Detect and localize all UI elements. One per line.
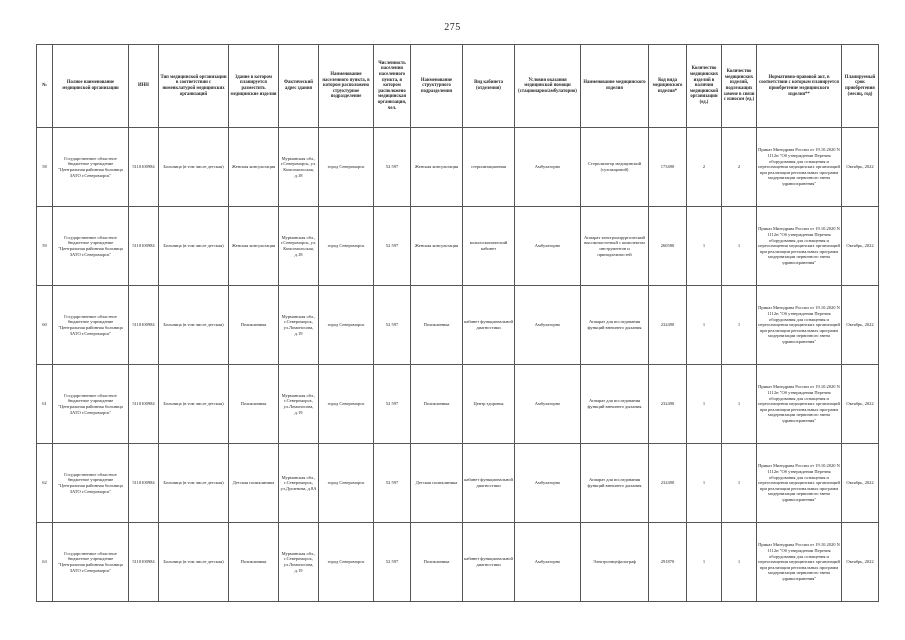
- column-header: Наименование структурного подразделения: [411, 45, 463, 128]
- equipment-register-table: [36, 44, 879, 602]
- cabinet-cell: кабинет функциональной диагностики: [463, 286, 515, 365]
- division-cell: Женская консультация: [411, 128, 463, 207]
- table-row: [37, 365, 879, 444]
- care-conditions-cell: Амбулаторно: [515, 286, 581, 365]
- quantity-available-cell: 1: [687, 207, 722, 286]
- column-header: Нормативно-правовой акт, в соответствии с которым планируется приобретение медицинского изделия**: [757, 45, 842, 128]
- organization-name-cell: Государственное областное бюджетное учреждение "Центральная районная больница ЗАТО г.Североморск": [53, 207, 129, 286]
- column-header: Полное наименование медицинской организации: [53, 45, 129, 128]
- population-cell: 52 597: [374, 207, 411, 286]
- division-cell: Поликлиника: [411, 286, 463, 365]
- division-cell: Женская консультация: [411, 207, 463, 286]
- column-header: Условия оказания медицинской помощи (стационарно/амбулаторно): [515, 45, 581, 128]
- organization-type-cell: Больница (в том числе детская): [159, 444, 229, 523]
- device-code-cell: 173490: [649, 128, 687, 207]
- device-name-cell: Аппарат для исследования функций внешнего дыхания: [581, 444, 649, 523]
- device-name-cell: Аппарат для исследования функций внешнего дыхания: [581, 365, 649, 444]
- locality-cell: город Североморск: [319, 523, 374, 602]
- building-cell: Поликлиника: [229, 365, 279, 444]
- row-number-cell: 61: [37, 365, 53, 444]
- quantity-available-cell: 2: [687, 128, 722, 207]
- address-cell: Мурманская обл., г.Североморск, ул.Ломоносова, д.19: [279, 286, 319, 365]
- row-number-cell: 62: [37, 444, 53, 523]
- purchase-term-cell: Октябрь, 2022: [842, 286, 879, 365]
- organization-type-cell: Больница (в том числе детская): [159, 286, 229, 365]
- organization-type-cell: Больница (в том числе детская): [159, 207, 229, 286]
- quantity-replace-cell: 1: [722, 207, 757, 286]
- division-cell: Поликлиника: [411, 365, 463, 444]
- quantity-replace-cell: 1: [722, 523, 757, 602]
- row-number-cell: 58: [37, 128, 53, 207]
- locality-cell: город Североморск: [319, 128, 374, 207]
- page-number: 275: [444, 22, 461, 33]
- inn-cell: 5110100984: [129, 286, 159, 365]
- building-cell: Детская поликлиника: [229, 444, 279, 523]
- care-conditions-cell: Амбулаторно: [515, 207, 581, 286]
- device-name-cell: Аппарат для исследования функций внешнего дыхания: [581, 286, 649, 365]
- purchase-term-cell: Октябрь, 2022: [842, 128, 879, 207]
- legal-act-cell: Приказ Минздрава России от 19.10.2020 N 1112н "Об утверждении Перечня оборудования для оснащения и переоснащения медицинских организаций при реализации региональных программ модернизации первичного звена здравоохранения": [757, 523, 842, 602]
- column-header: Наименование медицинского изделия: [581, 45, 649, 128]
- address-cell: Мурманская обл., г.Североморск, ул.Душенова, д.8А: [279, 444, 319, 523]
- address-cell: Мурманская обл., г.Североморск, ул.Ломоносова, д.19: [279, 523, 319, 602]
- care-conditions-cell: Амбулаторно: [515, 444, 581, 523]
- division-cell: Детская поликлиника: [411, 444, 463, 523]
- purchase-term-cell: Октябрь, 2022: [842, 523, 879, 602]
- table-row: [37, 128, 879, 207]
- locality-cell: город Североморск: [319, 207, 374, 286]
- column-header: Планируемый срок приобретения (месяц, год): [842, 45, 879, 128]
- organization-name-cell: Государственное областное бюджетное учреждение "Центральная районная больница ЗАТО г.Североморск": [53, 523, 129, 602]
- address-cell: Мурманская обл., г.Североморск, ул. Комсомольская, д.18: [279, 128, 319, 207]
- quantity-replace-cell: 1: [722, 365, 757, 444]
- quantity-replace-cell: 1: [722, 286, 757, 365]
- quantity-replace-cell: 2: [722, 128, 757, 207]
- table-row: [37, 444, 879, 523]
- device-name-cell: Электроэнцефалограф: [581, 523, 649, 602]
- inn-cell: 5110100984: [129, 523, 159, 602]
- column-header: Фактический адрес здания: [279, 45, 319, 128]
- purchase-term-cell: Октябрь, 2022: [842, 444, 879, 523]
- organization-name-cell: Государственное областное бюджетное учреждение "Центральная районная больница ЗАТО г.Североморск": [53, 365, 129, 444]
- device-code-cell: 232490: [649, 444, 687, 523]
- legal-act-cell: Приказ Минздрава России от 19.10.2020 N 1112н "Об утверждении Перечня оборудования для оснащения и переоснащения медицинских организаций при реализации региональных программ модернизации первичного звена здравоохранения": [757, 286, 842, 365]
- column-header: Количество медицинских изделий в наличии медицинской организации (ед.): [687, 45, 722, 128]
- table-row: [37, 523, 879, 602]
- column-header: Вид кабинета (отделения): [463, 45, 515, 128]
- column-header: Здание в котором планируется разместить медицинские изделия: [229, 45, 279, 128]
- organization-name-cell: Государственное областное бюджетное учреждение "Центральная районная больница ЗАТО г.Североморск": [53, 128, 129, 207]
- population-cell: 52 597: [374, 444, 411, 523]
- legal-act-cell: Приказ Минздрава России от 19.10.2020 N 1112н "Об утверждении Перечня оборудования для оснащения и переоснащения медицинских организаций при реализации региональных программ модернизации первичного звена здравоохранения": [757, 444, 842, 523]
- column-header: Код вида медицинского изделия*: [649, 45, 687, 128]
- organization-name-cell: Государственное областное бюджетное учреждение "Центральная районная больница ЗАТО г.Североморск": [53, 286, 129, 365]
- quantity-replace-cell: 1: [722, 444, 757, 523]
- address-cell: Мурманская обл., г.Североморск, ул.Ломоносова, д.19: [279, 365, 319, 444]
- cabinet-cell: кабинет функциональной диагностики: [463, 444, 515, 523]
- device-code-cell: 291870: [649, 523, 687, 602]
- quantity-available-cell: 1: [687, 523, 722, 602]
- device-code-cell: 232490: [649, 365, 687, 444]
- organization-type-cell: Больница (в том числе детская): [159, 523, 229, 602]
- care-conditions-cell: Амбулаторно: [515, 523, 581, 602]
- table-body: [37, 128, 879, 602]
- locality-cell: город Североморск: [319, 286, 374, 365]
- population-cell: 52 597: [374, 365, 411, 444]
- quantity-available-cell: 1: [687, 286, 722, 365]
- population-cell: 52 597: [374, 128, 411, 207]
- legal-act-cell: Приказ Минздрава России от 19.10.2020 N 1112н "Об утверждении Перечня оборудования для оснащения и переоснащения медицинских организаций при реализации региональных программ модернизации первичного звена здравоохранения": [757, 207, 842, 286]
- cabinet-cell: стерилизационная: [463, 128, 515, 207]
- care-conditions-cell: Амбулаторно: [515, 128, 581, 207]
- population-cell: 52 597: [374, 523, 411, 602]
- building-cell: Женская консультация: [229, 128, 279, 207]
- building-cell: Женская консультация: [229, 207, 279, 286]
- building-cell: Поликлиника: [229, 286, 279, 365]
- cabinet-cell: кабинет функциональной диагностики: [463, 523, 515, 602]
- legal-act-cell: Приказ Минздрава России от 19.10.2020 N 1112н "Об утверждении Перечня оборудования для оснащения и переоснащения медицинских организаций при реализации региональных программ модернизации первичного звена здравоохранения": [757, 365, 842, 444]
- care-conditions-cell: Амбулаторно: [515, 365, 581, 444]
- address-cell: Мурманская обл., г.Североморск, ул. Комсомольская, д.18: [279, 207, 319, 286]
- inn-cell: 5110100984: [129, 128, 159, 207]
- column-header: Наименование населенного пункта, в котором расположено структурное подразделение: [319, 45, 374, 128]
- device-name-cell: Аппарат электрохирургический высокочастотный с комплектом инструментов и принадлежностей: [581, 207, 649, 286]
- quantity-available-cell: 1: [687, 444, 722, 523]
- column-header: №: [37, 45, 53, 128]
- column-header: Количество медицинских изделий, подлежащих замене в связи с износом (ед.): [722, 45, 757, 128]
- division-cell: Поликлиника: [411, 523, 463, 602]
- device-name-cell: Стерилизатор медицинский (сухожаровой): [581, 128, 649, 207]
- building-cell: Поликлиника: [229, 523, 279, 602]
- table-row: [37, 207, 879, 286]
- table-header-row: [37, 45, 879, 128]
- inn-cell: 5110100984: [129, 444, 159, 523]
- column-header: ИНН: [129, 45, 159, 128]
- population-cell: 52 597: [374, 286, 411, 365]
- quantity-available-cell: 1: [687, 365, 722, 444]
- purchase-term-cell: Октябрь, 2022: [842, 365, 879, 444]
- inn-cell: 5110100984: [129, 365, 159, 444]
- row-number-cell: 63: [37, 523, 53, 602]
- organization-name-cell: Государственное областное бюджетное учреждение "Центральная районная больница ЗАТО г.Североморск": [53, 444, 129, 523]
- cabinet-cell: кольпоскопический кабинет: [463, 207, 515, 286]
- locality-cell: город Североморск: [319, 444, 374, 523]
- organization-type-cell: Больница (в том числе детская): [159, 128, 229, 207]
- row-number-cell: 60: [37, 286, 53, 365]
- device-code-cell: 260580: [649, 207, 687, 286]
- row-number-cell: 59: [37, 207, 53, 286]
- locality-cell: город Североморск: [319, 365, 374, 444]
- device-code-cell: 232490: [649, 286, 687, 365]
- cabinet-cell: Центр здоровья: [463, 365, 515, 444]
- purchase-term-cell: Октябрь, 2022: [842, 207, 879, 286]
- inn-cell: 5110100984: [129, 207, 159, 286]
- column-header: Численность населения населенного пункта, в котором расположено медицинская организация, чел.: [374, 45, 411, 128]
- column-header: Тип медицинской организации в соответствии с номенклатурой медицинских организаций: [159, 45, 229, 128]
- table-row: [37, 286, 879, 365]
- organization-type-cell: Больница (в том числе детская): [159, 365, 229, 444]
- legal-act-cell: Приказ Минздрава России от 19.10.2020 N 1112н "Об утверждении Перечня оборудования для оснащения и переоснащения медицинских организаций при реализации региональных программ модернизации первичного звена здравоохранения": [757, 128, 842, 207]
